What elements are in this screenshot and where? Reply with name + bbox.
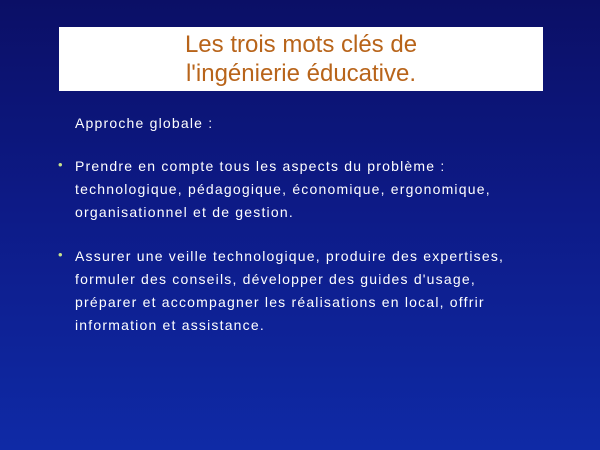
- bullet-2-line-2: formuler des conseils, développer des guides d'usage,: [75, 271, 476, 287]
- slide-content: [56, 112, 586, 358]
- slide-title-box: [59, 27, 543, 91]
- bullet-1-line-2: technologique, pédagogique, économique, ergonomique,: [75, 181, 491, 197]
- bullet-2-line-3: préparer et accompagner les réalisations en local, offrir: [75, 294, 485, 310]
- bullet-item-1: [56, 155, 586, 224]
- bullet-dot-icon: •: [58, 157, 64, 172]
- bullet-1-line-3: organisationnel et de gestion.: [75, 204, 294, 220]
- bullet-2-line-1: Assurer une veille technologique, produire des expertises,: [75, 248, 505, 264]
- bullet-2-line-4: information et assistance.: [75, 317, 265, 333]
- bullet-1-line-1: Prendre en compte tous les aspects du problème :: [75, 158, 446, 174]
- bullet-item-2: [56, 245, 586, 337]
- slide-title-line-1: Les trois mots clés de: [184, 31, 418, 58]
- slide-title-line-2: l'ingénierie éducative.: [185, 60, 417, 87]
- intro-text: Approche globale :: [75, 115, 214, 131]
- bullet-dot-icon: •: [58, 247, 64, 262]
